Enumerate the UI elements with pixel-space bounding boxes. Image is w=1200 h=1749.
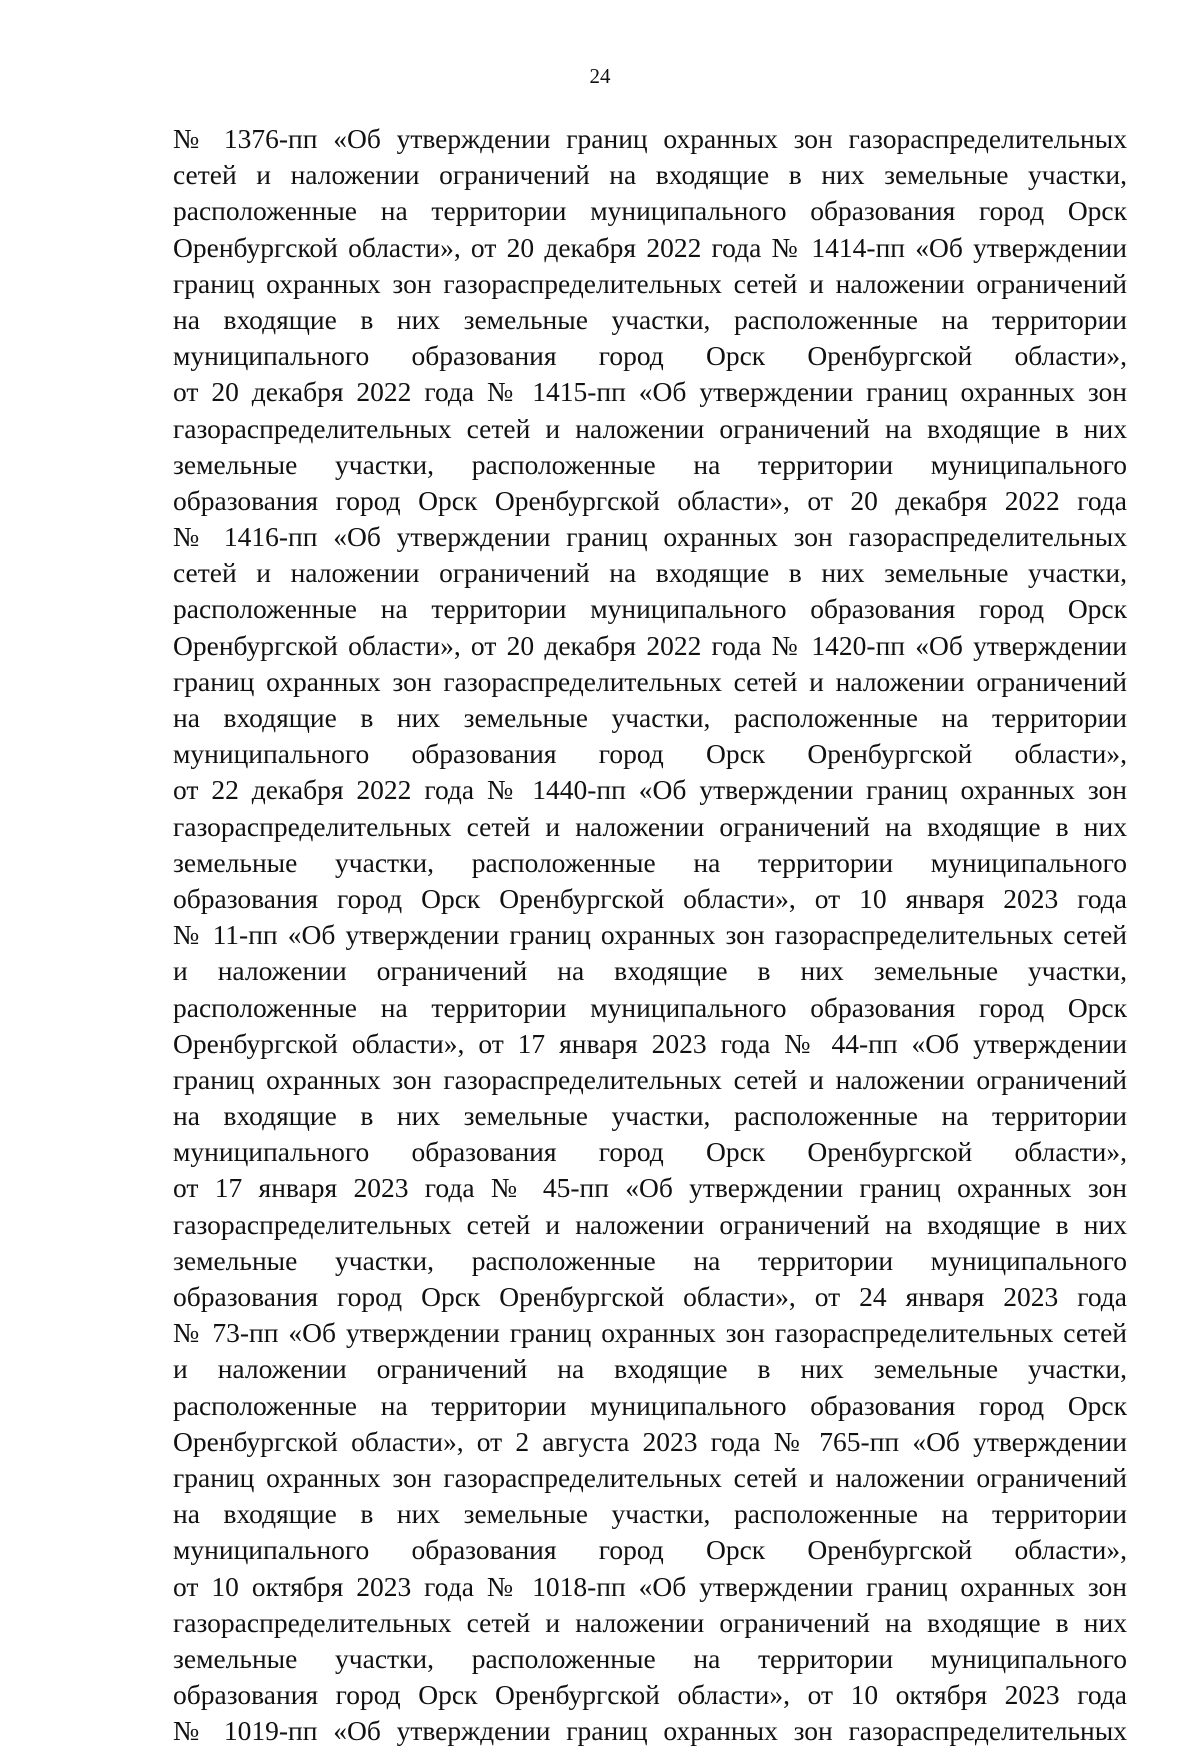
text-line: № 1376-пп «Об утверждении границ охранных зон газораспределительных [173,123,1127,154]
text-line: от 20 декабря 2022 года № 1415-пп «Об утверждении границ охранных зон [173,376,1127,408]
text-line: муниципального образования город Орск Оренбургской области», [173,738,1127,770]
text-line: земельные участки, расположенные на территории муниципального [173,1642,1127,1674]
text-line: сетей и наложении ограничений на входящие в них земельные участки, [173,159,1127,191]
text-line: на входящие в них земельные участки, расположенные на территории [173,1100,1127,1132]
text-line: на входящие в них земельные участки, расположенные на территории [173,303,1127,335]
text-line: газораспределительных сетей и наложении ограничений на входящие в них [173,1606,1127,1638]
text-line: сетей и наложении ограничений на входящие в них земельные участки, [173,557,1127,589]
text-line: № 1019-пп «Об утверждении границ охранных зон газораспределительных [173,1715,1127,1747]
text-line: образования город Орск Оренбургской области», от 24 января 2023 года [173,1281,1127,1312]
text-line: и наложении ограничений на входящие в них земельные участки, [173,1353,1127,1385]
text-line: на входящие в них земельные участки, расположенные на территории [173,1498,1127,1530]
text-line: образования город Орск Оренбургской области», от 10 января 2023 года [173,882,1127,914]
text-line: расположенные на территории муниципального образования город Орск [173,593,1127,625]
text-line: № 1416-пп «Об утверждении границ охранных зон газораспределительных [173,521,1127,553]
text-line: расположенные на территории муниципального образования город Орск [173,991,1127,1023]
text-line: границ охранных зон газораспределительных сетей и наложении ограничений [173,1063,1127,1095]
page-number: 24 [589,64,611,88]
text-line: газораспределительных сетей и наложении ограничений на входящие в них [173,412,1127,444]
text-line: границ охранных зон газораспределительных сетей и наложении ограничений [173,665,1127,697]
text-line: расположенные на территории муниципального образования город Орск [173,1389,1127,1421]
text-line: Оренбургской области», от 20 декабря 2022 года № 1420-пп «Об утверждении [173,629,1127,661]
text-line: границ охранных зон газораспределительных сетей и наложении ограничений [173,1461,1127,1493]
text-line: от 22 декабря 2022 года № 1440-пп «Об утверждении границ охранных зон [173,774,1127,806]
text-line: Оренбургской области», от 2 августа 2023 года № 765-пп «Об утверждении [173,1425,1127,1457]
text-line: расположенные на территории муниципального образования город Орск [173,195,1127,227]
text-line: земельные участки, расположенные на территории муниципального [173,448,1127,480]
text-line: от 10 октября 2023 года № 1018-пп «Об утверждении границ охранных зон [173,1570,1127,1602]
text-line: границ охранных зон газораспределительных сетей и наложении ограничений [173,267,1127,299]
text-line: Оренбургской области», от 17 января 2023 года № 44-пп «Об утверждении [173,1027,1127,1059]
body-text [173,121,1127,1749]
text-line: газораспределительных сетей и наложении ограничений на входящие в них [173,810,1127,842]
text-line: № 11-пп «Об утверждении границ охранных зон газораспределительных сетей [173,919,1127,951]
text-line: муниципального образования город Орск Оренбургской области», [173,1534,1127,1566]
text-line: № 73-пп «Об утверждении границ охранных зон газораспределительных сетей [173,1317,1127,1349]
text-line: от 17 января 2023 года № 45-пп «Об утверждении границ охранных зон [173,1172,1127,1204]
text-line: на входящие в них земельные участки, расположенные на территории [173,702,1127,733]
text-line: и наложении ограничений на входящие в них земельные участки, [173,955,1127,987]
text-line: муниципального образования город Орск Оренбургской области», [173,1136,1127,1168]
text-line: муниципального образования город Орск Оренбургской области», [173,340,1127,372]
text-line: земельные участки, расположенные на территории муниципального [173,846,1127,878]
text-line: газораспределительных сетей и наложении ограничений на входящие в них [173,1208,1127,1240]
text-line: образования город Орск Оренбургской области», от 10 октября 2023 года [173,1679,1127,1711]
text-line: образования город Орск Оренбургской области», от 20 декабря 2022 года [173,484,1127,516]
text-line: земельные участки, расположенные на территории муниципального [173,1244,1127,1276]
text-line: Оренбургской области», от 20 декабря 2022 года № 1414-пп «Об утверждении [173,231,1127,263]
